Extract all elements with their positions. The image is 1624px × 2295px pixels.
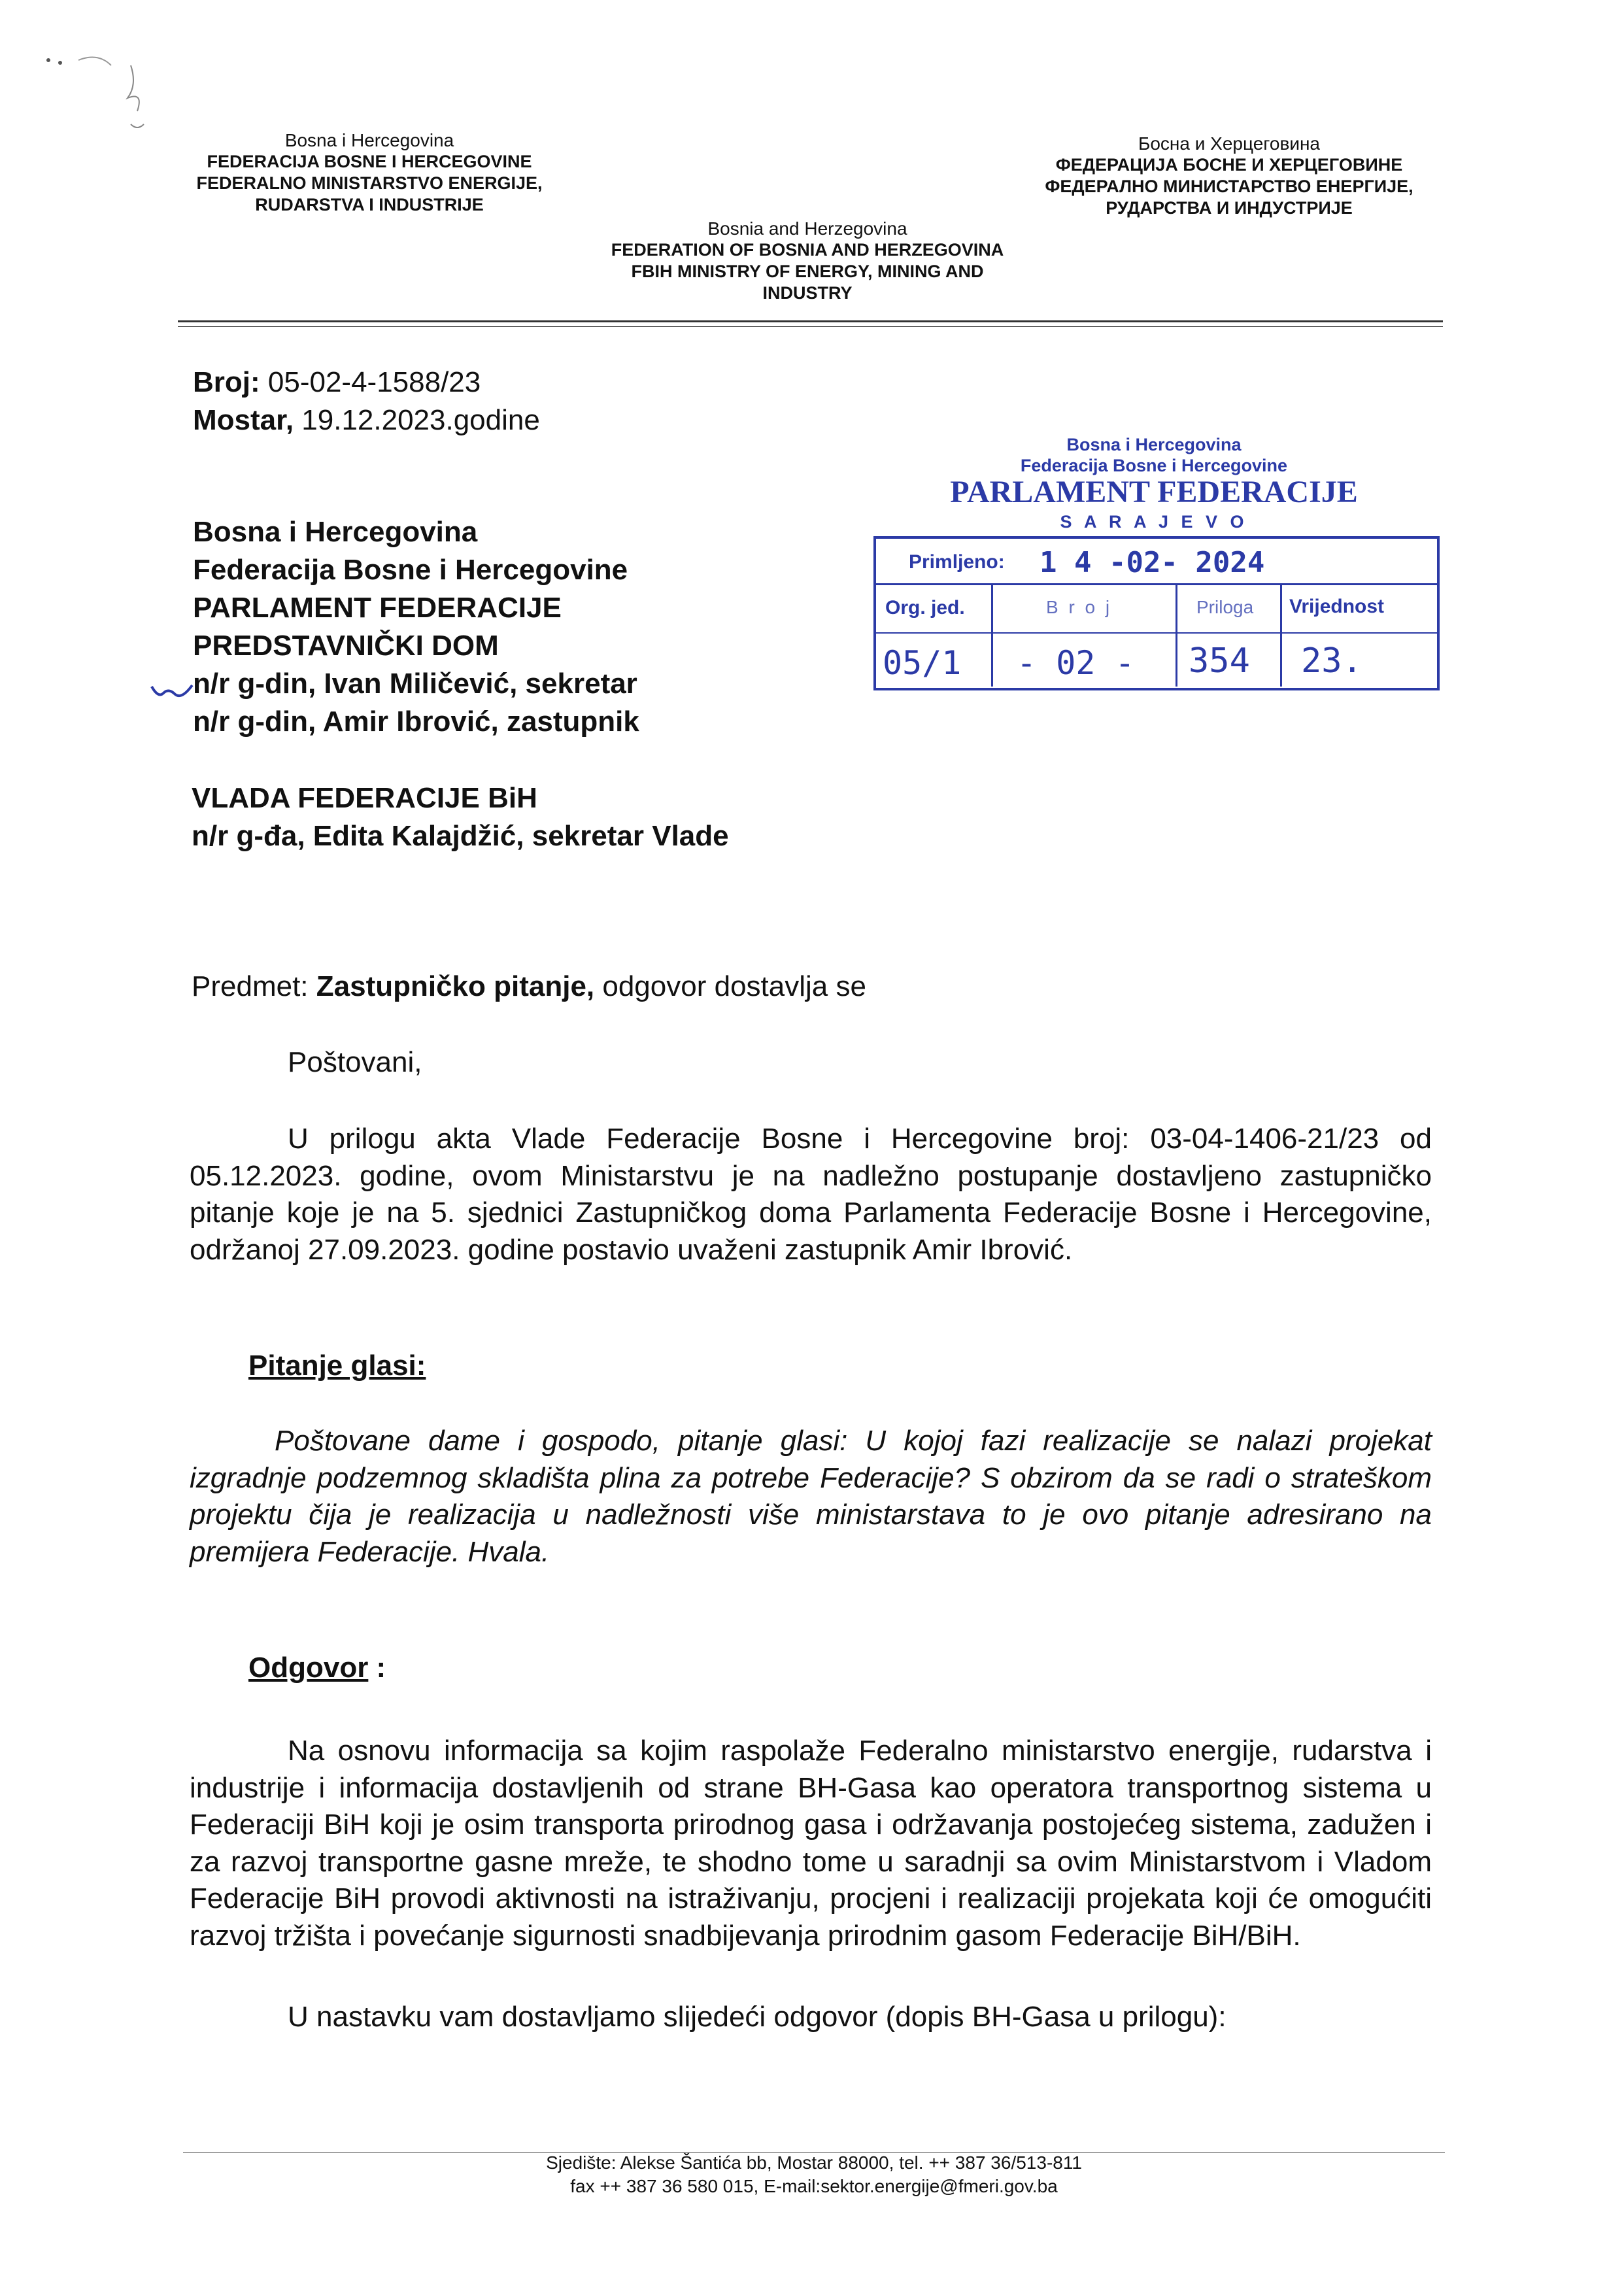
stamp-col-vrijednost: Vrijednost — [1289, 596, 1385, 617]
header-right — [1020, 133, 1438, 219]
stamp-val-vrijednost: 23. — [1301, 641, 1362, 681]
greeting: Poštovani, — [288, 1046, 422, 1078]
footer-contact: fax ++ 387 36 580 015, E-mail:sektor.energije@fmeri.gov.ba — [570, 2176, 1058, 2196]
header-center-line4: INDUSTRY — [762, 283, 853, 303]
recipient-line: VLADA FEDERACIJE BiH — [192, 782, 537, 814]
stamp-line2: Federacija Bosne i Hercegovine — [1020, 456, 1288, 475]
document-date: Mostar, 19.12.2023.godine — [193, 404, 540, 436]
recipient-line: Bosna i Hercegovina — [193, 516, 478, 548]
footer — [183, 2151, 1445, 2198]
recipient-line: n/r g-đa, Edita Kalajdžić, sekretar Vlade — [192, 820, 729, 852]
stamp-line4: S A R A J E V O — [1060, 512, 1248, 532]
header-rule-top — [178, 320, 1443, 322]
question-heading: Pitanje glasi: — [248, 1350, 426, 1382]
stamp-line3: PARLAMENT FEDERACIJE — [950, 475, 1358, 509]
subject-line: Predmet: Zastupničko pitanje, odgovor dostavlja se — [192, 970, 866, 1002]
header-left-line2: FEDERACIJA BOSNE I HERCEGOVINE — [207, 152, 532, 171]
answer-heading: Odgovor : — [248, 1652, 386, 1684]
recipient-line: PREDSTAVNIČKI DOM — [193, 630, 499, 662]
header-left — [177, 129, 562, 216]
stamp-val-priloga: 354 — [1189, 641, 1250, 681]
recipients-government — [192, 779, 729, 855]
question-text: Poštovane dame i gospodo, pitanje glasi: U kojoj fazi realizacije se nalazi projekat izgradnje podzemnog skladišta plina za potrebe Federacije? S obzirom da se radi o strateškom projektu čija je realizacija u nadležnosti više ministarstava to je ovo pitanje adresirano na premijera Federacije. Hvala. — [190, 1425, 1432, 1568]
answer-followup: U nastavku vam dostavljamo slijedeći odgovor (dopis BH-Gasa u prilogu): — [288, 2001, 1226, 2033]
stamp-val-broj: - 02 - — [1017, 644, 1135, 682]
header-right-line1: Босна и Херцеговина — [1138, 133, 1321, 154]
stamp-col-priloga: Priloga — [1196, 597, 1254, 617]
scribble-mark — [39, 46, 157, 137]
document-meta — [193, 364, 540, 439]
header-center — [569, 218, 1046, 304]
recipient-line: n/r g-din, Ivan Miličević, sekretar — [193, 668, 637, 700]
document-number: Broj: 05-02-4-1588/23 — [193, 366, 481, 398]
intro-paragraph: U prilogu akta Vlade Federacije Bosne i Hercegovine broj: 03-04-1406-21/23 od 05.12.2023. godine, ovom Ministarstvu je na nadležno postupanje dostavljeno zastupničko pitanje koje je na 5. sjednici Zastupničkog doma Parlamenta Federacije Bosne i Hercegovine, održanoj 27.09.2023. godine postavio uvaženi zastupnik Amir Ibrović. — [190, 1123, 1432, 1266]
stamp-header-divider — [873, 632, 1437, 634]
header-rule-bottom — [178, 326, 1443, 327]
header-right-line3: ФЕДЕРАЛНО МИНИСТАРСТВО ЕНЕРГИЈЕ, — [1045, 177, 1413, 196]
stamp-primljeno-label: Primljeno: — [909, 551, 1005, 573]
stamp-col-broj: B r o j — [1046, 597, 1113, 617]
header-left-line1: Bosna i Hercegovina — [284, 130, 454, 150]
recipient-line: PARLAMENT FEDERACIJE — [193, 592, 562, 624]
header-right-line2: ФЕДЕРАЦИЈА БОСНЕ И ХЕРЦЕГОВИНЕ — [1055, 155, 1403, 175]
header-left-line4: RUDARSTVA I INDUSTRIJE — [255, 195, 484, 214]
header-left-line3: FEDERALNO MINISTARSTVO ENERGIJE, — [196, 173, 543, 193]
reception-stamp — [870, 428, 1438, 709]
recipient-line: n/r g-din, Amir Ibrović, zastupnik — [193, 706, 639, 738]
header-right-line4: РУДАРСТВА И ИНДУСТРИЈЕ — [1106, 198, 1353, 218]
header-center-line1: Bosnia and Herzegovina — [707, 218, 907, 239]
handwritten-check-icon — [149, 680, 195, 704]
stamp-primljeno-value: 1 4 -02- 2024 — [1040, 546, 1265, 579]
stamp-col-org: Org. jed. — [885, 597, 965, 619]
stamp-val-org: 05/1 — [883, 644, 962, 682]
footer-address: Sjedište: Alekse Šantića bb, Mostar 88000, tel. ++ 387 36/513-811 — [546, 2152, 1082, 2173]
recipient-line: Federacija Bosne i Hercegovine — [193, 554, 628, 586]
header-center-line2: FEDERATION OF BOSNIA AND HERZEGOVINA — [611, 240, 1004, 260]
recipients-parliament — [193, 513, 639, 741]
stamp-line1: Bosna i Hercegovina — [1066, 435, 1242, 454]
answer-paragraph: Na osnovu informacija sa kojim raspolaže Federalno ministarstvo energije, rudarstva i industrije i informacija dostavljenih od strane BH-Gasa kao operatora transportnog sistema u Federaciji BiH koji je osim transporta prirodnog gasa i održavanja postojećeg sistema, zadužen i za razvoj transportne gasne mreže, te shodno tome u saradnji sa ovim Ministarstvom i Vladom Federacije BiH provodi aktivnosti na istraživanju, procjeni i realizaciji projekata koji će omogućiti razvoj tržišta i povećanje sigurnosti snadbijevanja prirodnim gasom Federacije BiH/BiH. — [190, 1735, 1432, 1952]
header-center-line3: FBIH MINISTRY OF ENERGY, MINING AND — [631, 262, 984, 281]
